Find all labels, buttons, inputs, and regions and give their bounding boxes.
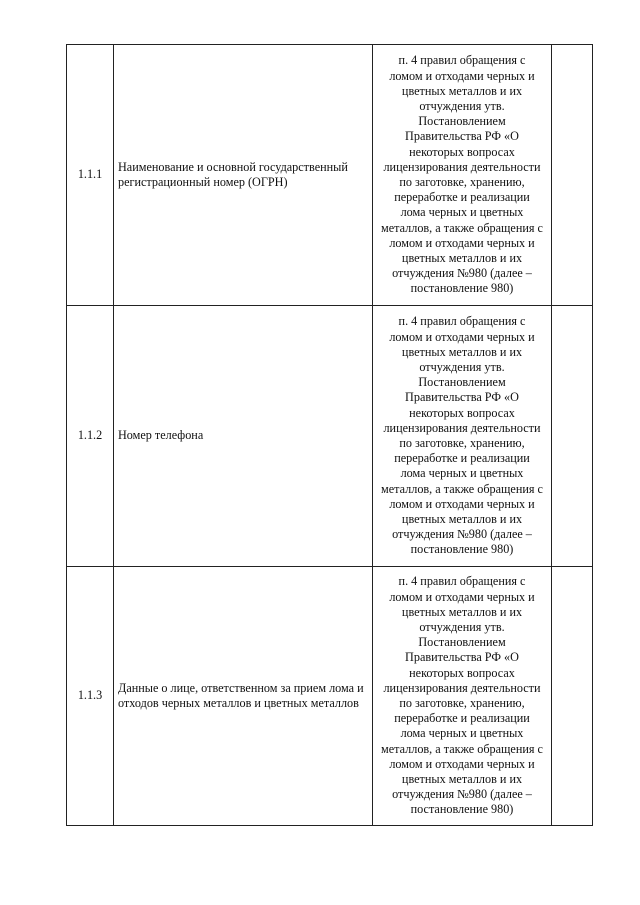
empty-cell: [552, 306, 593, 567]
empty-cell: [552, 567, 593, 826]
item-name-cell: Номер телефона: [114, 306, 373, 567]
item-name-cell: Наименование и основной государственный регистрационный номер (ОГРН): [114, 45, 373, 306]
requirements-table: [66, 44, 593, 826]
table-row: [67, 45, 593, 306]
legal-basis-cell: [373, 567, 552, 826]
item-name-cell: Данные о лице, ответственном за прием лома и отходов черных металлов и цветных металлов: [114, 567, 373, 826]
item-number-cell: 1.1.1: [67, 45, 114, 306]
table-row: [67, 306, 593, 567]
empty-cell: [552, 45, 593, 306]
legal-basis-cell: [373, 45, 552, 306]
legal-basis-cell: [373, 306, 552, 567]
legal-basis-text: п. 4 правил обращения с ломом и отходами черных и цветных металлов и их отчуждения утв. Постановлением Правительства РФ «О некоторых вопросах лицензирования деятельности по заготовке, хранению, переработке и реализации лома черных и цветных металлов, а также обращения с ломом и отходами черных и цветных металлов и их отчуждения №980 (далее – постановление 980): [381, 574, 543, 817]
item-number-cell: 1.1.3: [67, 567, 114, 826]
item-number-cell: 1.1.2: [67, 306, 114, 567]
legal-basis-text: п. 4 правил обращения с ломом и отходами черных и цветных металлов и их отчуждения утв. Постановлением Правительства РФ «О некоторых вопросах лицензирования деятельности по заготовке, хранению, переработке и реализации лома черных и цветных металлов, а также обращения с ломом и отходами черных и цветных металлов и их отчуждения №980 (далее – постановление 980): [381, 53, 543, 296]
legal-basis-text: п. 4 правил обращения с ломом и отходами черных и цветных металлов и их отчуждения утв. Постановлением Правительства РФ «О некоторых вопросах лицензирования деятельности по заготовке, хранению, переработке и реализации лома черных и цветных металлов, а также обращения с ломом и отходами черных и цветных металлов и их отчуждения №980 (далее – постановление 980): [381, 314, 543, 557]
table-row: [67, 567, 593, 826]
